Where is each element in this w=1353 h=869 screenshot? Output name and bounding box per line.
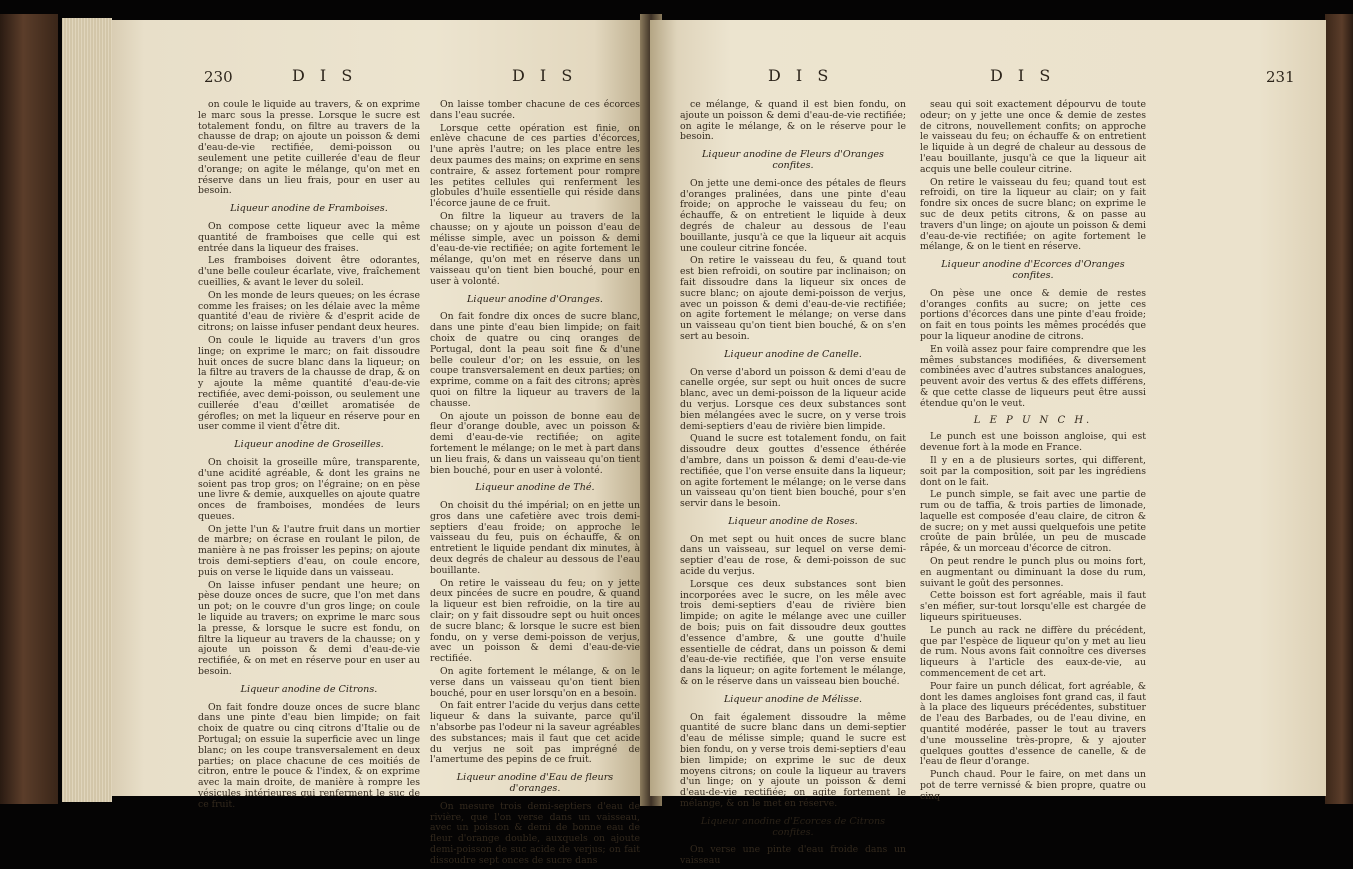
- paragraph: On mesure trois demi-septiers d'eau de rivière, que l'on verse dans un vaisseau, avec un poisson & demi de bonne eau de fleur d'orange double, auxquels on ajoute demi-poisson de suc acide de verjus; on fait dissoudre sept onces de sucre dans: [430, 800, 640, 866]
- text-column: [198, 100, 420, 813]
- running-head: D I S: [768, 66, 834, 85]
- paragraph: Quand le sucre est totalement fondu, on fait dissoudre deux gouttes d'essence éthérée d'ambre, dans un poisson & demi d'eau-de-vie rectifiée, que l'on verse ensuite dans la liqueur; on agite fortement le mélange; on le verse dans un vaisseau qu'on tient bien bouché, pour s'en servir dans le besoin.: [680, 433, 906, 510]
- paragraph: On agite fortement le mélange, & on le verse dans un vaisseau qu'on tient bien bouché, pour en user lorsqu'on en a besoin.: [430, 666, 640, 699]
- paragraph: On pèse une once & demie de restes d'oranges confits au sucre; on jette ces portions d'écorces dans une pinte d'eau froide; on fait en tous points les mêmes procédés que pour la liqueur anodine de citrons.: [920, 287, 1146, 342]
- section-heading: Liqueur anodine d'Ecorces de Citrons confites.: [700, 815, 886, 838]
- paragraph: On retire le vaisseau du feu; quand tout est refroidi, on tire la liqueur au clair; on y fait fondre six onces de sucre blanc; on exprime le suc de deux petits citrons, & on passe au travers d'un linge; on ajoute un poisson & demi d'eau-de-vie rectifiée; on agite fortement le mélange, & on le tient en réserve.: [920, 176, 1146, 253]
- paragraph: Pour faire un punch délicat, fort agréable, & dont les dames angloises font grand cas, il faut à la place des liqueurs précédentes, substituer de l'eau des Barbades, ou de l'eau divine, en quantité modérée, passer le tout au travers d'une mousseline très-propre, & y ajouter quelques gouttes d'essence de canelle, & de l'eau de fleur d'orange.: [920, 680, 1146, 768]
- paragraph: On jette l'un & l'autre fruit dans un mortier de marbre; on écrase en roulant le pilon, de manière à ne pas froisser les pepins; on ajoute trois demi-septiers d'eau, on coule encore, puis on verse le liquide dans un vaisseau.: [198, 523, 420, 578]
- paragraph: On retire le vaisseau du feu; on y jette deux pincées de sucre en poudre, & quand la liqueur est bien refroidie, on la tire au clair; on y fait dissoudre sept ou huit onces de sucre blanc; & lorsque le sucre est bien fondu, on y verse demi-poisson de verjus, avec un poisson & demi d'eau-de-vie rectifiée.: [430, 577, 640, 665]
- paragraph: En voilà assez pour faire comprendre que les mêmes substances modifiées, & diversement combinées avec d'autres substances analogues, peuvent avoir des vertus & des effets différens, & que cette classe de liqueurs peut être aussi étendue qu'on le veut.: [920, 343, 1146, 409]
- paragraph: On laisse tomber chacune de ces écorces dans l'eau sucrée.: [430, 99, 640, 121]
- paragraph: On verse d'abord un poisson & demi d'eau de canelle orgée, sur sept ou huit onces de sucre blanc, avec un demi-poisson de la liqueur acide du verjus. Lorsque ces deux substances sont bien mélangées avec le sucre, on y verse trois demi-septiers d'eau de rivière bien limpide.: [680, 366, 906, 432]
- paragraph: On fait fondre dix onces de sucre blanc, dans une pinte d'eau bien limpide; on fait choix de quatre ou cinq oranges de Portugal, dont la peau soit fine & d'une belle couleur d'or; on les essuie, on les coupe transversalement en deux parties; on exprime, comme on a fait des citrons; après quoi on filtre la liqueur au travers de la chausse.: [430, 311, 640, 409]
- paragraph: On choisit la groseille mûre, transparente, d'une acidité agréable, & dont les grains ne soient pas trop gros; on l'égraine; on en pèse une livre & demie, auxquelles on ajoute quatre onces de framboises, mondées de leurs queues.: [198, 456, 420, 522]
- paragraph: On retire le vaisseau du feu, & quand tout est bien refroidi, on soutire par inclinaison; on fait dissoudre dans la liqueur six onces de sucre blanc; on ajoute demi-poisson de verjus, avec un poisson & demi d'eau-de-vie rectifiée; on agite fortement le mélange; on verse dans un vaisseau qu'on tient bien bouché, & on s'en sert au besoin.: [680, 255, 906, 342]
- paragraph: On fait également dissoudre la même quantité de sucre blanc dans un demi-septier d'eau de mélisse simple; quand le sucre est bien fondu, on y verse trois demi-septiers d'eau bien limpide; on exprime le suc de deux moyens citrons; on coule la liqueur au travers d'un linge; on y ajoute un poisson & demi d'eau-de-vie rectifiée; on agite fortement le mélange, & on le met en réserve.: [680, 711, 906, 810]
- paragraph: Le punch au rack ne diffère du précédent, que par l'espèce de liqueur qu'on y met au lieu de rum. Nous avons fait connoître ces diverses liqueurs à l'article des eaux-de-vie, au commencement de cet art.: [920, 624, 1146, 680]
- section-heading: Liqueur anodine de Framboises.: [230, 203, 388, 215]
- page-edges: [62, 18, 112, 802]
- section-heading: Liqueur anodine d'Eau de fleurs d'oranges.: [456, 772, 614, 795]
- paragraph: On peut rendre le punch plus ou moins fort, en augmentant ou diminuant la dose du rum, suivant le goût des personnes.: [920, 556, 1146, 589]
- book-cover-right: [1325, 14, 1353, 804]
- paragraph: On filtre la liqueur au travers de la chausse; on y ajoute un poisson d'eau de mélisse simple, avec un poisson & demi d'eau-de-vie rectifiée; on agite fortement le mélange, qu'on met en réserve dans un vaisseau qu'on tient bien bouché, pour en user à volonté.: [430, 210, 640, 287]
- paragraph: On fait entrer l'acide du verjus dans cette liqueur & dans la suivante, parce qu'il n'absorbe pas l'odeur ni la saveur agréables des substances; mais il faut que cet acide du verjus ne soit pas imprégné de l'amertume des pepins de ce fruit.: [430, 700, 640, 766]
- page-number: 231: [1266, 68, 1295, 86]
- paragraph: On met sept ou huit onces de sucre blanc dans un vaisseau, sur lequel on verse demi-septier d'eau de rose, & demi-poisson de suc acide du verjus.: [680, 533, 906, 578]
- left-page: [112, 20, 648, 866]
- paragraph: On fait fondre douze onces de sucre blanc dans une pinte d'eau bien limpide; on fait choix de quatre ou cinq citrons d'Italie ou de Portugal; on essuie la superficie avec un linge blanc; on les coupe transversalement en deux parties; on place chacune de ces moitiés de citron, entre le pouce & l'index, & on exprime avec la main droite, de manière à rompre les vésicules intérieures qui renferment le suc de ce fruit.: [198, 701, 420, 810]
- paragraph: On verse une pinte d'eau froide dans un vaisseau: [680, 844, 906, 867]
- section-heading: Liqueur anodine d'Oranges.: [467, 293, 603, 305]
- paragraph: On laisse infuser pendant une heure; on pèse douze onces de sucre, que l'on met dans un pot; on le couvre d'un gros linge; on coule le liquide au travers; on exprime le marc sous la presse, & lorsque le sucre est fondu, on filtre la liqueur au travers de la chausse; on y ajoute un poisson & demi d'eau-de-vie rectifiée, & on met en réserve pour en user au besoin.: [198, 579, 420, 678]
- paragraph: Les framboises doivent être odorantes, d'une belle couleur écarlate, vive, fraîchement cueillies, & avant le lever du soleil.: [198, 255, 420, 288]
- section-heading: Liqueur anodine de Citrons.: [240, 683, 378, 695]
- paragraph: On choisit du thé impérial; on en jette un gros dans une cafetière avec trois demi-septiers d'eau froide; on approche le vaisseau du feu, puis on échauffe, & on entretient le liquide pendant dix minutes, à deux degrés de chaleur au dessous de l'eau bouillante.: [430, 500, 640, 576]
- section-heading: Liqueur anodine de Roses.: [728, 515, 858, 527]
- paragraph: seau qui soit exactement dépourvu de toute odeur; on y jette une once & demie de zestes de citrons, nouvellement confits; on approche le vaisseau du feu; on échauffe & on entretient le liquide à un degré de chaleur au dessous de l'eau bouillante, jusqu'à ce que la liqueur ait acquis une belle couleur citrine.: [920, 99, 1146, 175]
- section-heading: Liqueur anodine de Canelle.: [724, 348, 862, 360]
- section-heading: Liqueur anodine de Groseilles.: [234, 439, 384, 451]
- paragraph: Il y en a de plusieurs sortes, qui different, soit par la composition, soit par les ingrédiens dont on le fait.: [920, 454, 1146, 488]
- running-head: D I S: [292, 66, 358, 85]
- paragraph: Lorsque cette opération est finie, on enlève chacune de ces parties d'écorces, l'une après l'autre; on les place entre les deux paumes des mains; on exprime en sens contraire, & assez fortement pour rompre les petites cellules qui renferment les globules d'huile essentielle qui réside dans l'écorce jaune de ce fruit.: [430, 122, 640, 210]
- paragraph: Punch chaud. Pour le faire, on met dans un pot de terre vernissé & bien propre, quatre ou cinq: [920, 769, 1146, 802]
- paragraph: Le punch est une boisson angloise, qui est devenue fort à la mode en France.: [920, 431, 1146, 454]
- paragraph: on coule le liquide au travers, & on exprime le marc sous la presse. Lorsque le sucre est totalement fondu, on filtre au travers de la chausse de drap; on ajoute un poisson & demi d'eau-de-vie rectifiée, demi-poisson ou seulement une petite cuillerée d'eau de fleur d'orange; on agite le mélange, qu'on met en réserve dans un lieu frais, pour en user au besoin.: [198, 99, 420, 197]
- section-heading: Liqueur anodine d'Ecorces d'Oranges confites.: [941, 259, 1125, 281]
- paragraph: On coule le liquide au travers d'un gros linge; on exprime le marc; on fait dissoudre huit onces de sucre blanc dans la liqueur; on la filtre au travers de la chausse de drap, & on y ajoute la même quantité d'eau-de-vie rectifiée, avec demi-poisson, ou seulement une cuillerée d'eau d'œillet aromatisée de gérofles; on met la liqueur en réserve pour en user comme il vient d'être dit.: [198, 334, 420, 433]
- section-heading: Liqueur anodine de Fleurs d'Oranges confites.: [702, 149, 884, 171]
- running-head: D I S: [990, 66, 1056, 85]
- paragraph: Cette boisson est fort agréable, mais il faut s'en méfier, sur-tout lorsqu'elle est chargée de liqueurs spiritueuses.: [920, 590, 1146, 624]
- section-heading: Liqueur anodine de Mélisse.: [723, 693, 863, 705]
- chapter-heading: L E P U N C H.: [973, 414, 1093, 426]
- running-head: D I S: [512, 66, 578, 85]
- paragraph: On jette une demi-once des pétales de fleurs d'oranges pralinées, dans une pinte d'eau froide; on approche le vaisseau du feu; on échauffe, & on entretient le liquide à deux degrés de chaleur au dessous de l'eau bouillante, jusqu'à ce que la liqueur ait acquis une couleur citrine foncée.: [680, 177, 906, 254]
- text-column: [430, 100, 640, 869]
- page-number: 230: [204, 68, 233, 86]
- section-heading: Liqueur anodine de Thé.: [475, 482, 595, 494]
- text-column: [680, 100, 906, 869]
- paragraph: Le punch simple, se fait avec une partie de rum ou de taffia, & trois parties de limonade, laquelle est composée d'eau claire, de citron & de sucre; on y met aussi quelquefois une petite croûte de pain brûlée, un peu de muscade râpée, & un morceau d'écorce de citron.: [920, 489, 1146, 555]
- book-cover-left: [0, 14, 58, 804]
- paragraph: On les monde de leurs queues; on les écrase comme les fraises; on les délaie avec la même quantité d'eau de rivière & d'esprit acide de citrons; on laisse infuser pendant deux heures.: [198, 289, 420, 334]
- paragraph: On compose cette liqueur avec la même quantité de framboises que celle qui est entrée dans la liqueur des fraises.: [198, 220, 420, 254]
- paragraph: On ajoute un poisson de bonne eau de fleur d'orange double, avec un poisson & demi d'eau-de-vie rectifiée; on agite fortement le mélange; on le met à part dans un lieu frais, & dans un vaisseau qu'on tient bien bouché, pour en user à volonté.: [430, 410, 640, 476]
- paragraph: ce mélange, & quand il est bien fondu, on ajoute un poisson & demi d'eau-de-vie rectifiée; on agite le mélange, & on le réserve pour le besoin.: [680, 99, 906, 143]
- text-column: [920, 100, 1146, 805]
- right-page: [650, 20, 1326, 867]
- paragraph: Lorsque ces deux substances sont bien incorporées avec le sucre, on les mêle avec trois demi-septiers d'eau de rivière bien limpide; on agite le mélange avec une cuiller de bois; puis on fait dissoudre deux gouttes d'essence d'ambre, & une goutte d'huile essentielle de cédrat, dans un poisson & demi d'eau-de-vie rectifiée, que l'on verse ensuite dans la liqueur; on agite fortement le mélange, & on le réserve dans un vaisseau bien bouché.: [680, 578, 906, 688]
